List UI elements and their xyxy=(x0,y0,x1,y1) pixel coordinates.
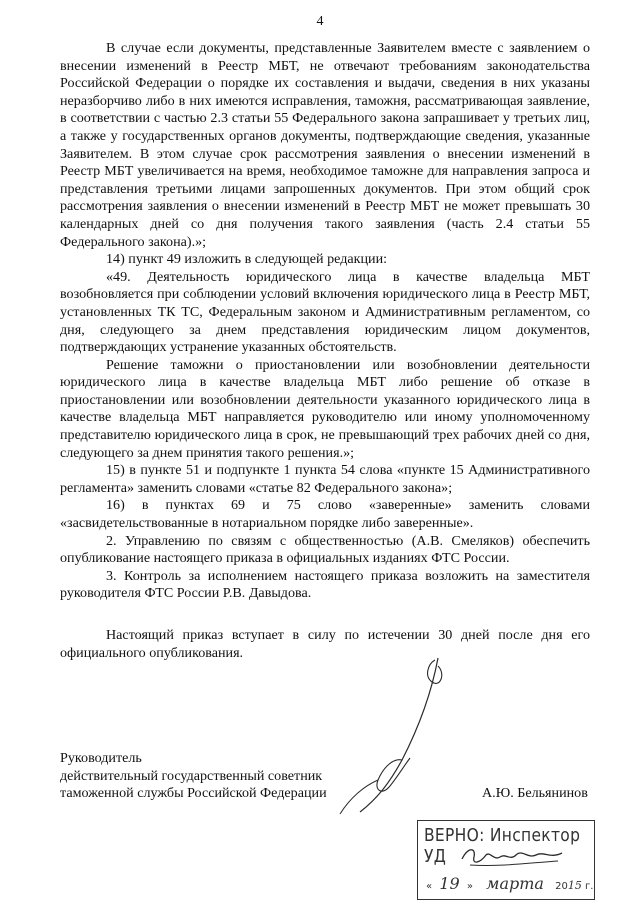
signatory-title xyxy=(60,750,327,803)
paragraph-effective-date: Настоящий приказ вступает в силу по истечении 30 дней после дня его официального опубликования. xyxy=(60,627,590,661)
paragraph-publication: 2. Управлению по связям с общественностью (А.В. Смеляков) обеспечить опубликование настоящего приказа в официальных изданиях ФТС России. xyxy=(60,532,590,567)
page-number: 4 xyxy=(316,14,324,29)
stamp-date xyxy=(426,874,593,893)
stamp-title: ВЕРНО: Инспектор УД xyxy=(424,825,581,867)
stamp-date-year-suffix: 15 xyxy=(567,879,582,892)
stamp-date-close-quote: » xyxy=(466,881,473,892)
paragraph-item-49: «49. Деятельность юридического лица в качестве владельца МБТ возобновляется при соблюдении условий включения юридического лица в Реестр МБТ, установленных ТК ТС, Федеральным законом и Административным регламентом, со дня, следующего за днем представления юридическим лицом документов, подтверждающих устранение указанных обстоятельств. xyxy=(60,268,590,356)
signatory-name: А.Ю. Бельянинов xyxy=(482,785,588,801)
document-body xyxy=(60,40,590,662)
signatory-position: Руководитель xyxy=(60,750,142,766)
signatory-rank-line2: таможенной службы Российской Федерации xyxy=(60,785,327,802)
stamp-date-day: 19 xyxy=(439,874,460,893)
paragraph-item-15: 15) в пункте 51 и подпункте 1 пункта 54 слова «пункте 15 Административного регламента» заменить словами «статье 82 Федерального закона»; xyxy=(60,462,590,496)
stamp-date-year-prefix: 20 xyxy=(555,881,568,892)
paragraph-documents-requirements: В случае если документы, представленные Заявителем вместе с заявлением о внесении изменений в Реестр МБТ, не отвечают требованиям законодательства Российской Федерации о порядке их составления и выдачи, сведения в них указаны неразборчиво либо в них имеются исправления, таможня, рассматривающая заявление, в соответствии с частью 2.3 статьи 55 Федерального закона запрашивает у третьих лиц, а также у государственных органов документы, подтверждающие сведения, указанные Заявителем. В этом случае срок рассмотрения заявления о внесении изменений в Реестр МБТ увеличивается на время, необходимое таможне для направления запроса и представления третьими лицами запрошенных документов. При этом общий срок рассмотрения заявления о внесении изменений в Реестр МБТ не может превышать 30 календарных дней со дня получения такого заявления (часть 2.4 статьи 55 Федерального закона).»; xyxy=(60,40,590,250)
stamp-date-open-quote: « xyxy=(426,881,433,892)
certification-stamp xyxy=(417,820,595,900)
signatory-rank-line1: действительный государственный советник xyxy=(60,767,323,784)
stamp-date-month: марта xyxy=(486,874,544,893)
stamp-date-year-unit: г. xyxy=(585,881,594,892)
paragraph-control: 3. Контроль за исполнением настоящего приказа возложить на заместителя руководителя ФТС России Р.В. Давыдова. xyxy=(60,567,590,602)
paragraph-item-16: 16) в пунктах 69 и 75 слово «заверенные» заменить словами «засвидетельствованные в нотариальном порядке либо заверенные». xyxy=(60,497,590,532)
paragraph-customs-decision: Решение таможни о приостановлении или возобновлении деятельности юридического лица в качестве владельца МБТ либо решение об отказе в приостановлении или возобновлении деятельности указанного юридического лица в качестве владельца МБТ направляется руководителю или иному уполномоченному представителю юридического лица в срок, не превышающий трех рабочих дней со дня, следующего за днем принятия такого решения.»; xyxy=(60,356,590,461)
paragraph-item-14: 14) пункт 49 изложить в следующей редакции: xyxy=(106,251,388,268)
